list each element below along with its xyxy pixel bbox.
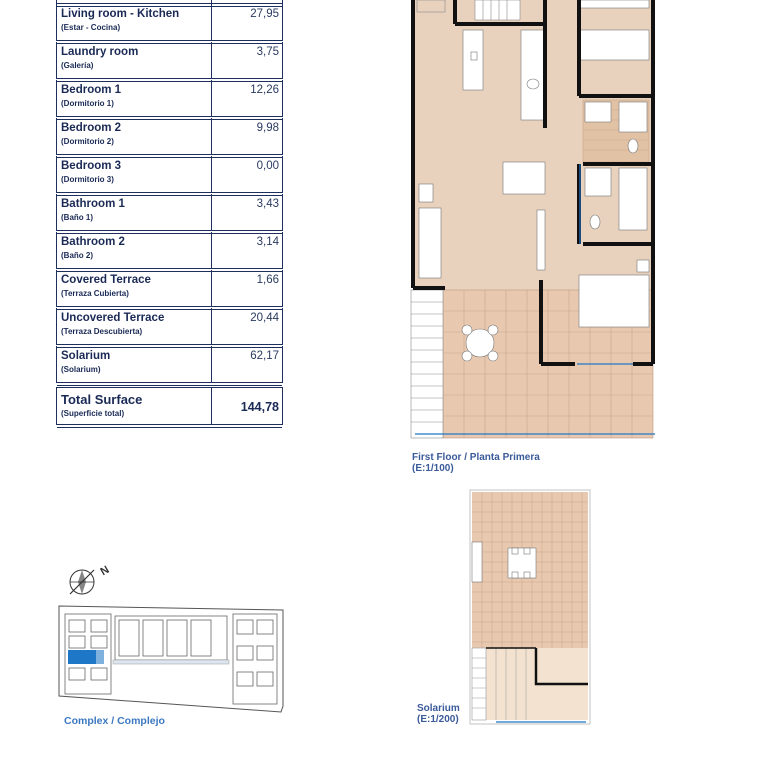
row-value: 27,95 [250,8,279,20]
first-floor-scale: (E:1/100) [412,463,454,474]
row-name-cell [57,118,212,154]
row-name: Solarium [61,350,111,362]
table-row [56,232,283,269]
compass-north-label: N [98,563,112,579]
row-name: Bathroom 1 [61,198,125,210]
row-name: Bedroom 1 [61,84,122,96]
table-row [56,308,283,345]
total-label: Total Surface [61,391,143,407]
row-name-es: (Galería) [61,61,94,70]
row-name: Bedroom 3 [61,160,122,172]
row-name-es: (Dormitorio 1) [61,99,114,108]
row-name-cell [57,80,212,116]
row-name-es: (Baño 2) [61,251,93,260]
solarium-caption [417,703,460,725]
row-value: 3,43 [256,198,279,210]
total-value: 144,78 [240,399,279,414]
row-name-cell [57,194,212,230]
solarium-scale: (E:1/200) [417,714,459,725]
first-floor-caption [412,452,540,474]
highlighted-unit [68,650,96,664]
table-body [56,4,283,383]
row-name-cell [57,308,212,344]
row-name: Bedroom 2 [61,122,122,134]
row-value: 9,98 [256,122,279,134]
row-name-es: (Baño 1) [61,213,93,222]
row-value: 0,00 [256,160,279,172]
complex-caption: Complex / Complejo [64,715,165,727]
solarium-title: Solarium [417,703,460,714]
row-value: 62,17 [250,350,279,362]
row-name-cell [57,156,212,192]
row-name-cell [57,4,212,40]
row-name-es: (Terraza Descubierta) [61,327,143,336]
row-name-cell [57,346,212,382]
table-row [56,118,283,155]
row-value: 1,66 [256,274,279,286]
row-value: 12,26 [250,84,279,96]
first-floor-plan [405,0,660,445]
total-label-es: (Superficie total) [61,408,125,418]
table-row [56,194,283,231]
row-name-cell [57,42,212,78]
row-name-cell [57,270,212,306]
stairs [411,290,443,438]
row-value [212,0,282,3]
row-value: 3,14 [256,236,279,248]
solarium-plan [466,488,594,728]
row-name-es: (Terraza Cubierta) [61,289,129,298]
row-name: Uncovered Terrace [61,312,165,324]
row-name-cell [57,232,212,268]
row-name-es: (Dormitorio 2) [61,137,114,146]
table-row [56,4,283,41]
row-name-es: (Estar - Cocina) [61,23,121,32]
table-row [56,270,283,307]
row-name: Bathroom 2 [61,236,125,248]
total-row [56,387,283,425]
table-row [56,42,283,79]
row-name: Living room - Kitchen [61,8,180,20]
first-floor-title: First Floor / Planta Primera [412,452,540,463]
table-row [56,346,283,383]
complex-map [55,602,287,714]
row-name: Laundry room [61,46,139,58]
surface-table [56,0,283,425]
row-name: Covered Terrace [61,274,151,286]
table-row [56,80,283,117]
row-name-es: (Solarium) [61,365,101,374]
table-row [56,156,283,193]
row-value: 3,75 [256,46,279,58]
row-value: 20,44 [250,312,279,324]
row-name-es: (Dormitorio 3) [61,175,114,184]
